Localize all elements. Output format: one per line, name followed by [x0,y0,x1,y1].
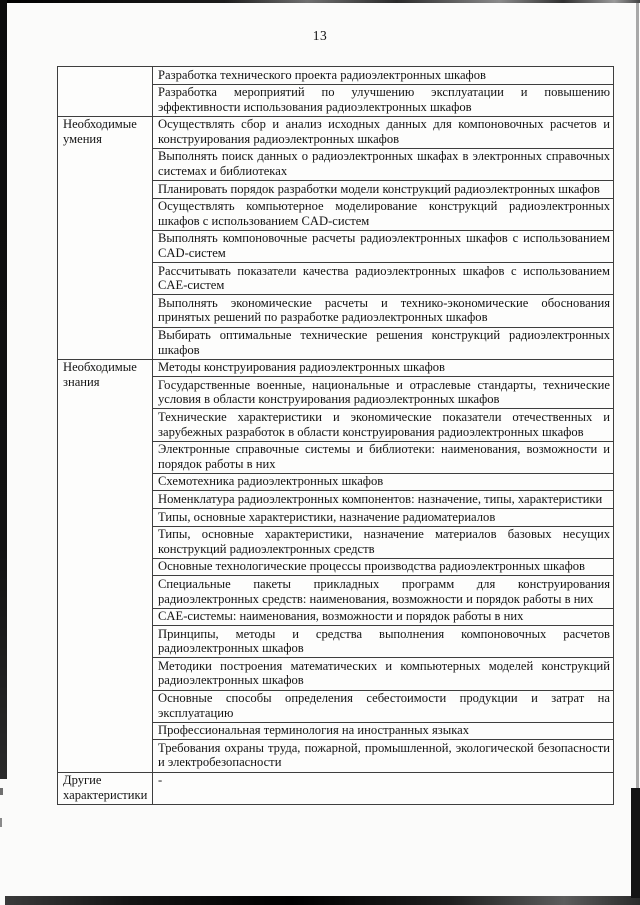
characteristics-table [57,66,614,805]
item-cell: Методы конструирования радиоэлектронных шкафов [153,359,614,377]
scan-edge-right-corner [631,788,640,898]
scan-edge-bottom [5,896,640,905]
item-cell: Государственные военные, национальные и отраслевые стандарты, технические условия в области конструирования радиоэлектронных шкафов [153,377,614,409]
item-cell: Принципы, методы и средства выполнения компоновочных расчетов радиоэлектронных шкафов [153,626,614,658]
item-cell: Типы, основные характеристики, назначение материалов базовых несущих конструкций радиоэлектронных средств [153,526,614,558]
row-label-cell: Необходимые умения [58,116,153,359]
scan-speck [0,818,2,827]
item-cell: Выполнять компоновочные расчеты радиоэлектронных шкафов с использованием CAD-систем [153,230,614,262]
row-label-cell [58,67,153,117]
item-cell: Выбирать оптимальные технические решения конструкций радиоэлектронных шкафов [153,327,614,359]
item-cell: Схемотехника радиоэлектронных шкафов [153,473,614,491]
item-cell: Методики построения математических и компьютерных моделей конструкций радиоэлектронных шкафов [153,658,614,690]
item-cell: Типы, основные характеристики, назначение радиоматериалов [153,509,614,527]
item-cell: Рассчитывать показатели качества радиоэлектронных шкафов с использованием CAE-систем [153,263,614,295]
row-label-cell: Необходимые знания [58,359,153,772]
item-cell: - [153,772,614,804]
item-cell: Разработка технического проекта радиоэлектронных шкафов [153,67,614,85]
table-row [58,116,614,148]
item-cell: Требования охраны труда, пожарной, промышленной, экологической безопасности и электробезопасности [153,740,614,772]
item-cell: Профессиональная терминология на иностранных языках [153,722,614,740]
item-cell: Разработка мероприятий по улучшению эксплуатации и повышению эффективности использования радиоэлектронных шкафов [153,84,614,116]
scan-edge-top [0,0,640,3]
scan-speck [0,788,3,795]
scan-edge-right [636,3,639,788]
item-cell: Специальные пакеты прикладных программ для конструирования радиоэлектронных средств: наименования, возможности и порядок работы в них [153,576,614,608]
item-cell: Выполнять поиск данных о радиоэлектронных шкафах в электронных справочных системах и библиотеках [153,148,614,180]
row-label-cell: Другие характеристики [58,772,153,804]
item-cell: Электронные справочные системы и библиотеки: наименования, возможности и порядок работы в них [153,441,614,473]
table-row [58,67,614,85]
item-cell: Осуществлять компьютерное моделирование конструкций радиоэлектронных шкафов с использованием CAD-систем [153,198,614,230]
item-cell: Выполнять экономические расчеты и технико-экономические обоснования принятых решений по разработке радиоэлектронных шкафов [153,295,614,327]
item-cell: Планировать порядок разработки модели конструкций радиоэлектронных шкафов [153,181,614,199]
item-cell: Осуществлять сбор и анализ исходных данных для компоновочных расчетов и конструирования радиоэлектронных шкафов [153,116,614,148]
item-cell: Основные способы определения себестоимости продукции и затрат на эксплуатацию [153,690,614,722]
page-number: 13 [312,28,328,43]
item-cell: Технические характеристики и экономические показатели отечественных и зарубежных разработок в области конструирования радиоэлектронных шкафов [153,409,614,441]
item-cell: Номенклатура радиоэлектронных компонентов: назначение, типы, характеристики [153,491,614,509]
characteristics-table-body [58,67,614,805]
scan-edge-left [0,0,7,779]
item-cell: CAE-системы: наименования, возможности и порядок работы в них [153,608,614,626]
table-row [58,359,614,377]
table-row [58,772,614,804]
item-cell: Основные технологические процессы производства радиоэлектронных шкафов [153,558,614,576]
